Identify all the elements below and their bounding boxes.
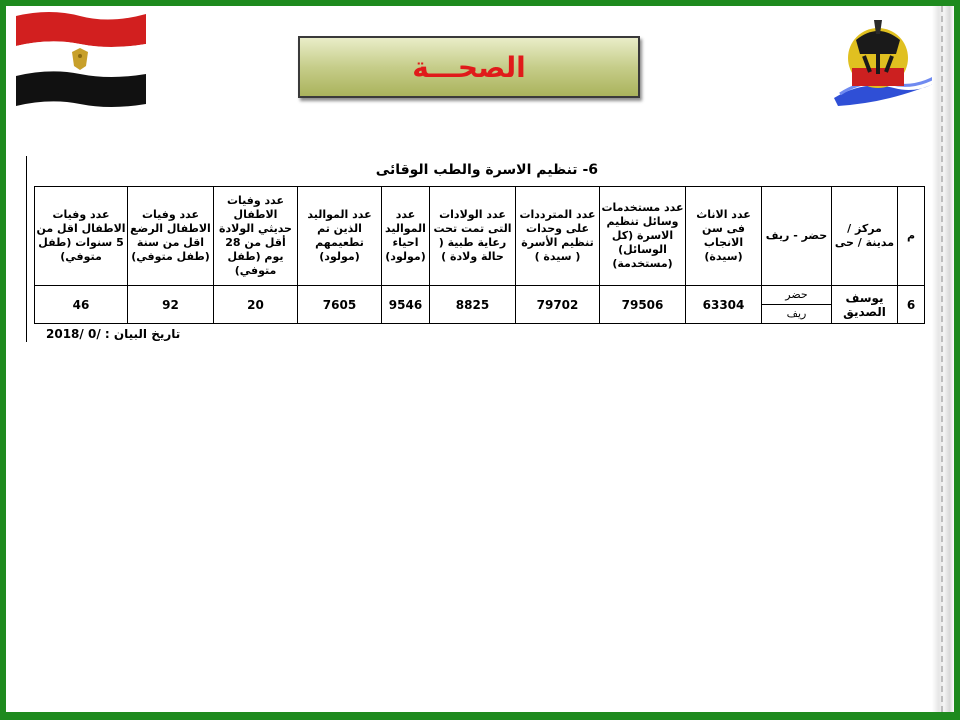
slide <box>6 6 954 712</box>
data-date: تاريخ البيان : /0 /2018 <box>46 327 181 341</box>
page-title: الصحـــة <box>412 50 526 84</box>
col-header-live-births: عدد المواليد احياء (مولود) <box>382 187 430 286</box>
cell-women-childbearing: 63304 <box>686 286 762 324</box>
section-title: 6- تنظيم الاسرة والطب الوقائى <box>375 162 598 178</box>
cell-fp-visitors: 79702 <box>516 286 600 324</box>
col-header-neonatal-deaths: عدد وفيات الاطفال حديثي الولادة أقل من 28 يوم (طفل متوفي) <box>214 187 298 286</box>
cell-neonatal-deaths: 20 <box>214 286 298 324</box>
data-sheet <box>26 156 916 342</box>
cell-num: 6 <box>898 286 925 324</box>
table-header-row <box>35 187 925 286</box>
decorative-right-strip <box>932 6 954 712</box>
col-header-num: م <box>898 187 925 286</box>
sheet-left-border <box>26 156 27 342</box>
cell-contraceptive-users: 79506 <box>600 286 686 324</box>
cell-medical-births: 8825 <box>430 286 516 324</box>
table-row <box>35 286 925 305</box>
cell-rural: ريف <box>762 305 832 324</box>
cell-infant-deaths: 92 <box>128 286 214 324</box>
col-header-urban-rural: حضر - ريف <box>762 187 832 286</box>
cell-district: يوسف الصديق <box>832 286 898 324</box>
col-header-vaccinated: عدد المواليد الذين تم تطعيمهم (مولود) <box>298 187 382 286</box>
page-title-box <box>298 36 640 98</box>
cell-under5-deaths: 46 <box>35 286 128 324</box>
cell-urban: حضر <box>762 286 832 305</box>
egypt-flag-icon <box>10 8 150 108</box>
col-header-district: مركز / مدينة / حى <box>832 187 898 286</box>
col-header-infant-deaths: عدد وفيات الاطفال الرضع اقل من سنة (طفل متوفي) <box>128 187 214 286</box>
col-header-women-childbearing: عدد الاناث فى سن الانجاب (سيدة) <box>686 187 762 286</box>
col-header-contraceptive-users: عدد مستخدمات وسائل تنظيم الاسرة (كل الوسائل) (مستخدمة) <box>600 187 686 286</box>
cell-vaccinated: 7605 <box>298 286 382 324</box>
col-header-under5-deaths: عدد وفيات الاطفال اقل من 5 سنوات (طفل متوفي) <box>35 187 128 286</box>
cell-live-births: 9546 <box>382 286 430 324</box>
family-planning-table <box>34 186 925 324</box>
col-header-fp-visitors: عدد المترددات على وحدات تنظيم الأسرة ( سيدة ) <box>516 187 600 286</box>
col-header-medical-births: عدد الولادات التى تمت تحت رعاية طبية ( حالة ولادة ) <box>430 187 516 286</box>
